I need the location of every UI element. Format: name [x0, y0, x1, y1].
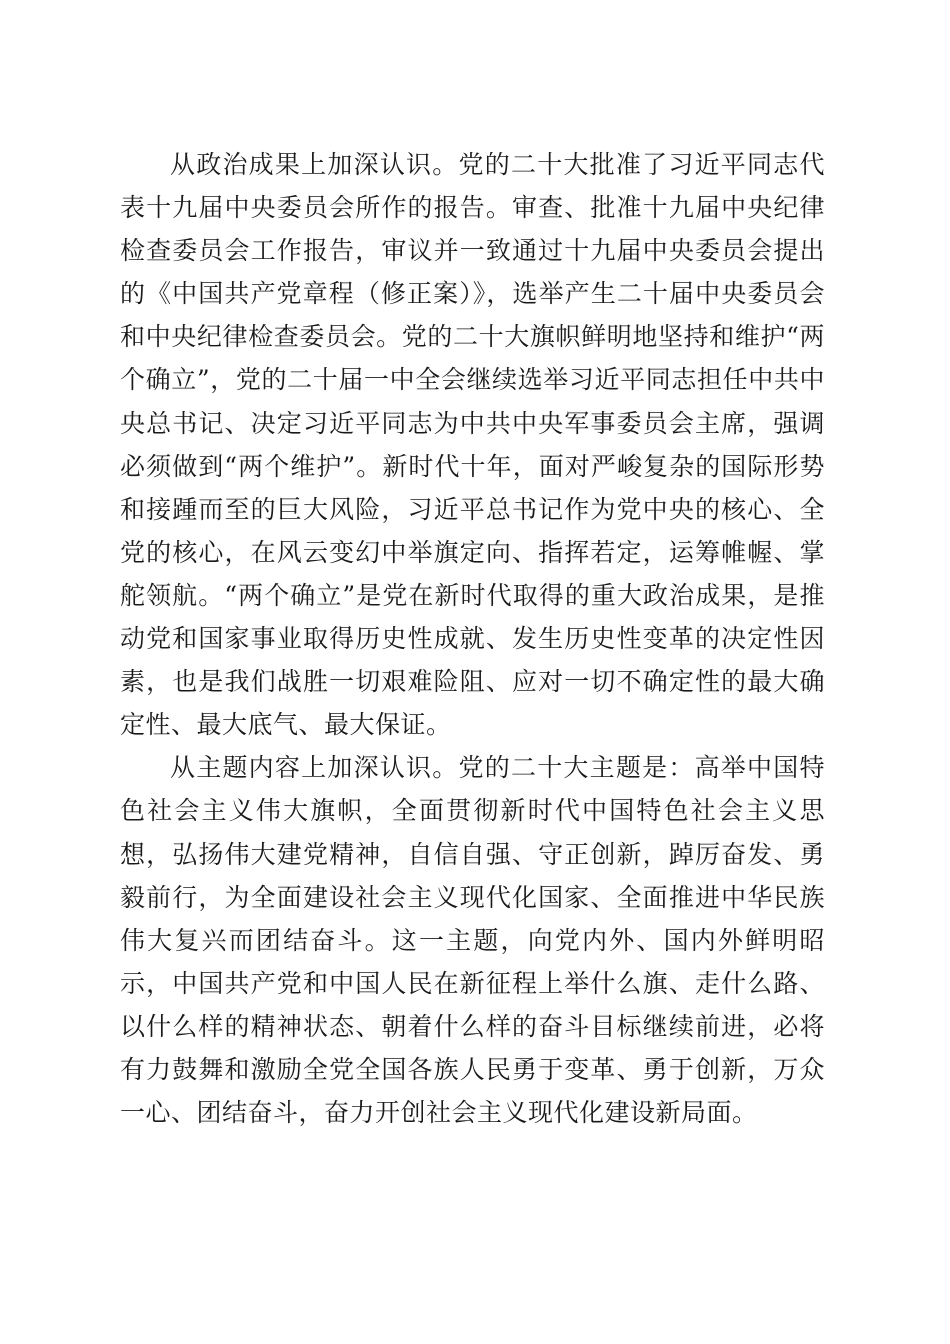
paragraph-political-achievements: 从政治成果上加深认识。党的二十大批准了习近平同志代表十九届中央委员会所作的报告。审查、批准十九届中央纪律检查委员会工作报告，审议并一致通过十九届中央委员会提出的《中国共产党章程（修正案）》，选举产生二十届中央委员会和中央纪律检查委员会。党的二十大旗帜鲜明地坚持和维护“两个确立”，党的二十届一中全会继续选举习近平同志担任中共中央总书记、决定习近平同志为中共中央军事委员会主席，强调必须做到“两个维护”。新时代十年，面对严峻复杂的国际形势和接踵而至的巨大风险，习近平总书记作为党中央的核心、全党的核心，在风云变幻中举旗定向、指挥若定，运筹帷幄、掌舵领航。“两个确立”是党在新时代取得的重大政治成果，是推动党和国家事业取得历史性成就、发生历史性变革的决定性因素，也是我们战胜一切艰难险阻、应对一切不确定性的最大确定性、最大底气、最大保证。: [120, 150, 825, 740]
document-body: [120, 143, 825, 1134]
paragraph-theme-content: 从主题内容上加深认识。党的二十大主题是：高举中国特色社会主义伟大旗帜，全面贯彻新时代中国特色社会主义思想，弘扬伟大建党精神，自信自强、守正创新，踔厉奋发、勇毅前行，为全面建设社会主义现代化国家、全面推进中华民族伟大复兴而团结奋斗。这一主题，向党内外、国内外鲜明昭示，中国共产党和中国人民在新征程上举什么旗、走什么路、以什么样的精神状态、朝着什么样的奋斗目标继续前进，必将有力鼓舞和激励全党全国各族人民勇于变革、勇于创新，万众一心、团结奋斗，奋力开创社会主义现代化建设新局面。: [120, 753, 825, 1128]
